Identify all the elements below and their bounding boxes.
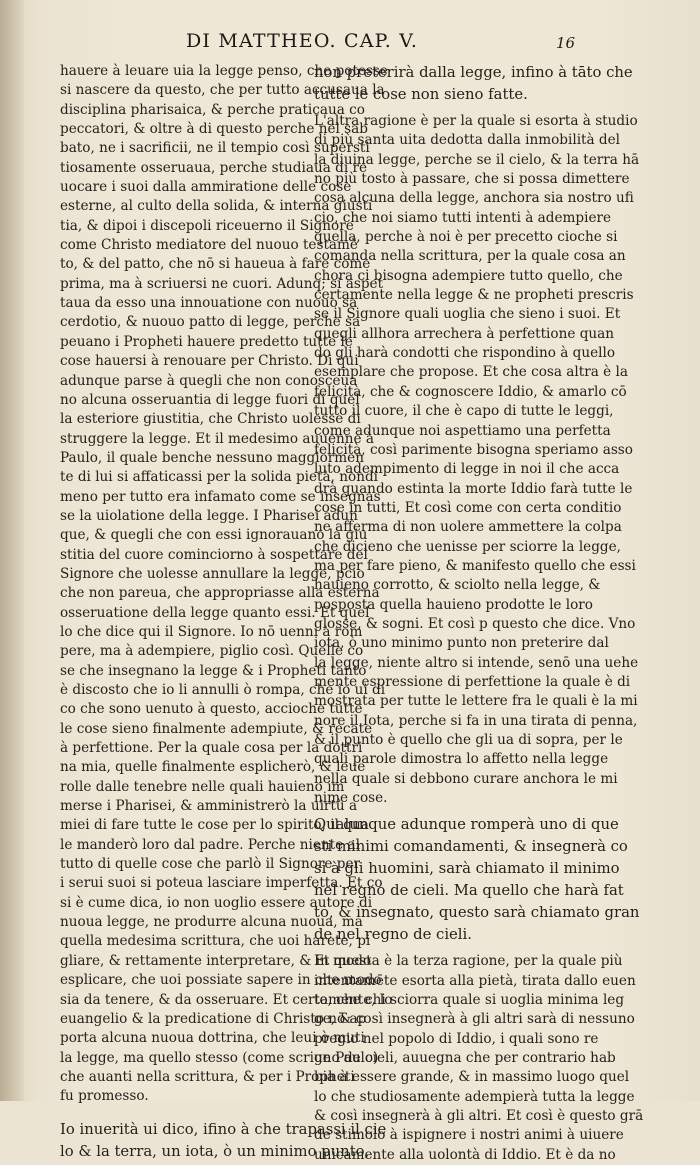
text-line: che dicieno che uenisse per sciorre la legge,	[314, 538, 621, 555]
text-line: sia da tenere, & da osseruare. Et certamente, lo	[60, 991, 393, 1008]
text-line: gno de cieli, auuegna che per contrario hab	[314, 1050, 616, 1067]
text-line: & il punto è quello che gli ua di sopra, per le	[314, 732, 623, 748]
text-line: non preterirà dalla legge, infino à tāto che	[314, 64, 633, 81]
text-line: comanda nella scrittura, per la quale cosa an	[314, 248, 626, 265]
text-line: ne afferma di non uolere ammettere la colpa	[314, 519, 622, 536]
text-line: drà quando estinta la morte Iddio farà tutte le	[314, 480, 633, 497]
text-line: tutto di quelle cose che parlò il Signore per	[60, 856, 361, 873]
text-line: to, che chi sciorra quale si uoglia minima leg	[314, 992, 625, 1009]
text-line: fu promesso.	[60, 1088, 149, 1105]
text-line: come adunque noi aspettiamo una perfetta	[314, 422, 611, 439]
text-line: Et questa è la terza ragione, per la quale più	[314, 953, 623, 970]
text-line: de nel regno de cieli.	[314, 926, 472, 944]
text-line: la esteriore giustitia, che Christo uolesse di	[60, 411, 361, 428]
text-line: felicità, che & cognoscere Iddio, & amarlo cō	[314, 383, 627, 400]
text-line: intentamēte esorta alla pietà, tirata dallo euen	[314, 972, 636, 989]
text-line: peccatori, & oltre à di questo perche nel sab	[60, 121, 368, 138]
text-line: tiosamente osseruaua, perche studiaua di re	[60, 159, 368, 176]
text-line: certamente nella legge & ne propheti prescris	[314, 287, 634, 304]
text-line: mostrata per tutte le lettere fra le quali è la mi	[314, 693, 638, 710]
paragraph	[314, 814, 640, 946]
text-line: si è cume dica, io non uoglio essere autore di	[60, 894, 373, 911]
text-line: nime cose.	[314, 790, 388, 807]
text-line: à perfettione. Per la quale cosa per la dottri	[60, 740, 363, 757]
text-line: sti minimi comandamenti, & insegnerà co	[314, 838, 628, 856]
text-line: cerdotio, & nuouo patto di legge, perche sa	[60, 314, 361, 331]
text-line: se il Signore quali uoglia che sieno i suoi. Et	[314, 306, 621, 323]
text-line: euangelio & la predicatione di Christo nō ap	[60, 1010, 367, 1027]
text-line: mente espressione di perfettione la quale è di	[314, 673, 631, 690]
text-line: felicità, così parimente bisogna speriamo asso	[314, 441, 633, 458]
text-line: de stimolo à ispignere i nostri animi à uiuere	[314, 1127, 624, 1144]
text-line: tutto il cuore, il che è capo di tutte le leggi,	[314, 403, 614, 420]
text-line: quali parole dimostra lo affetto nella legge	[314, 751, 609, 768]
text-line: pere, ma à adempiere, piglio così. Quelle co	[60, 643, 364, 660]
text-line: si à gli huomini, sarà chiamato il minimo	[314, 860, 620, 878]
paragraph-gap	[60, 1107, 302, 1119]
text-line: to, & del patto, che nō si haueua à fare come	[60, 256, 371, 273]
text-line: osseruatione della legge quanto essi. Et quel	[60, 604, 370, 621]
text-line: porta alcuna nuoua dottrina, che leui ò muti	[60, 1030, 365, 1047]
text-line: do gli harà condotti che rispondino à quello	[314, 345, 616, 362]
text-line: pregio nel popolo di Iddio, i quali sono re	[314, 1030, 599, 1047]
text-line: si nascere da questo, che per tutto accusaua la	[60, 82, 385, 99]
text-line: di più santa uita dedotta dalla inmobilità del	[314, 132, 621, 149]
text-line: quella, perche à noi è per precetto cioche si	[314, 229, 618, 246]
text-line: i serui suoi si poteua lasciare imperfetta. Et co	[60, 875, 383, 892]
text-line: se la uiolatione della legge. I Pharisei adun	[60, 507, 358, 524]
text-line: la legge, ma quello stesso (come scriue Paulo)	[60, 1049, 379, 1066]
text-line: lo che studiosamente adempierà tutta la legge	[314, 1088, 635, 1105]
text-line: taua da esso una innouatione con nuouo sa	[60, 295, 358, 312]
text-line: nuoua legge, ne produrre alcuna nuoua, ma	[60, 914, 363, 931]
text-line: iota, ò uno minimo punto non preterire dal	[314, 635, 609, 652]
text-line: meno per tutto era infamato come se insegnas	[60, 488, 381, 505]
text-line: luto adempimento di legge in noi il che acca	[314, 461, 620, 478]
text-line: lo & la terra, un iota, ò un minimo punto,	[60, 1142, 370, 1160]
text-line: & così insegnerà à gli altri. Et così è questo grā	[314, 1108, 644, 1125]
text-line: quella medesima scrittura, che uoi harete, pi	[60, 933, 371, 950]
text-line: cose hauersi à renouare per Christo. Di qui	[60, 353, 359, 370]
text-line: rolle dalle tenebre nelle quali hauieno im	[60, 778, 345, 795]
text-line: che non pareua, che appropriasse alla esterna	[60, 585, 380, 602]
text-line: Paulo, il quale benche nessuno maggiormen	[60, 449, 364, 466]
text-line: ma per fare pieno, & manifesto quello che essi	[314, 557, 636, 574]
text-line: le cose sieno finalmente adempiute, & recate	[60, 720, 373, 737]
text-line: unicamente alla uolontà di Iddio. Et è da no	[314, 1146, 616, 1163]
right-column	[314, 62, 644, 1165]
text-line: adunque parse à quegli che non conosceua	[60, 372, 358, 389]
text-line: bato, ne i sacrificii, ne il tempio così supersti	[60, 140, 370, 157]
text-line: posposta quella hauieno prodotte le loro	[314, 596, 593, 613]
text-line: la legge, niente altro si intende, senō una uehe	[314, 654, 639, 671]
text-line: cose in tutti, Et così come con certa conditio	[314, 499, 622, 516]
text-line: esterne, al culto della solida, & interna giusti	[60, 198, 373, 215]
paragraph	[314, 952, 644, 1165]
text-line: è discosto che io li annulli ò rompa, che io ui di	[60, 682, 386, 698]
paragraph	[314, 112, 640, 808]
text-line: que, & quegli che con essi ignorauano la giu	[60, 527, 368, 544]
text-line: disciplina pharisaica, & perche praticaua co	[60, 101, 365, 118]
text-line: hauere à leuare uia la legge penso, che potesse	[60, 63, 388, 79]
text-line: gliare, & rettamente interpretare, & in modo	[60, 952, 372, 969]
running-head: DI MATTHEO. CAP. V.	[186, 30, 419, 52]
text-line: Io inuerità ui dico, ifino à che trapassi il cie	[60, 1120, 387, 1138]
page-gutter-shadow	[0, 0, 24, 1101]
text-line: na mia, quelle finalmente esplicherò, & leue	[60, 759, 366, 776]
text-line: stitia del cuore cominciorno à sospettare del	[60, 546, 368, 563]
text-line: la diuina legge, perche se il cielo, & la terra hā	[314, 151, 640, 168]
paragraph	[60, 1119, 387, 1163]
text-line: te di lui si affaticassi per la solida pietà, nondi	[60, 469, 378, 486]
text-line: bia à essere grande, & in massimo luogo quel	[314, 1069, 630, 1086]
paragraph	[314, 62, 633, 106]
text-line: nore il Iota, perche si fa in una tirata di penna,	[314, 712, 638, 729]
text-line: chora ci bisogna adempiere tutto quello, che	[314, 267, 623, 284]
text-line: Qualunque adunque romperà uno di que	[314, 816, 619, 834]
text-line: tutte le cose non sieno fatte.	[314, 86, 528, 103]
text-line: cio, che noi siamo tutti intenti à adempiere	[314, 209, 612, 226]
text-line: uocare i suoi dalla ammiratione delle cose	[60, 179, 352, 196]
text-line: nel regno de cieli. Ma quello che harà fat	[314, 882, 624, 900]
text-line: lo che dice qui il Signore. Io nō uenni à rom	[60, 623, 363, 640]
text-line: L'altra ragione è per la quale si esorta à studio	[314, 113, 638, 129]
text-line: cosa alcuna della legge, anchora sia nostro ufi	[314, 190, 634, 207]
text-line: le manderò loro dal padre. Perche niente al	[60, 836, 360, 853]
page-number: 16	[556, 34, 576, 52]
text-line: to, & insegnato, questo sarà chiamato gran	[314, 904, 640, 922]
text-line: Signore che uolesse annullare la legge, pcio	[60, 565, 365, 582]
text-line: merse i Pharisei, & amministrerò la uirtù a	[60, 798, 358, 815]
text-line: miei di fare tutte le cose per lo spirito, il qua	[60, 817, 369, 834]
text-line: se che insegnano la legge & i Propheti tanto	[60, 662, 367, 679]
text-line: prima, ma à scriuersi ne cuori. Adunq; si aspet	[60, 275, 384, 292]
text-line: ge, & così insegnerà à gli altri sarà di nessuno	[314, 1011, 635, 1028]
text-line: glosse, & sogni. Et così p questo che dice. Vno	[314, 615, 636, 632]
text-line: no più tosto à passare, che si possa dimettere	[314, 171, 630, 188]
text-line: come Christo mediatore del nuouo testamē	[60, 237, 358, 254]
text-line: struggere la legge. Et il medesimo auuenne à	[60, 430, 375, 447]
text-line: quegli allhora arrechera à perfettione quan	[314, 325, 615, 342]
text-line: no alcuna osseruantia di legge fuori di quel	[60, 391, 360, 408]
text-line: peuano i Propheti hauere predetto tutte le	[60, 333, 353, 350]
text-line: esplicare, che uoi possiate sapere in che modo	[60, 972, 382, 989]
text-line: nella quale si debbono curare anchora le mi	[314, 770, 618, 787]
text-line: hauieno corrotto, & sciolto nella legge, &	[314, 577, 601, 594]
text-line: tia, & dipoi i discepoli riceuerno il Signore	[60, 217, 354, 234]
text-line: co che sono uenuto à questo, accioche tutte	[60, 701, 363, 718]
text-line: che auanti nella scrittura, & per i Propheti	[60, 1068, 355, 1085]
text-line: esemplare che propose. Et che cosa altra è la	[314, 364, 628, 381]
